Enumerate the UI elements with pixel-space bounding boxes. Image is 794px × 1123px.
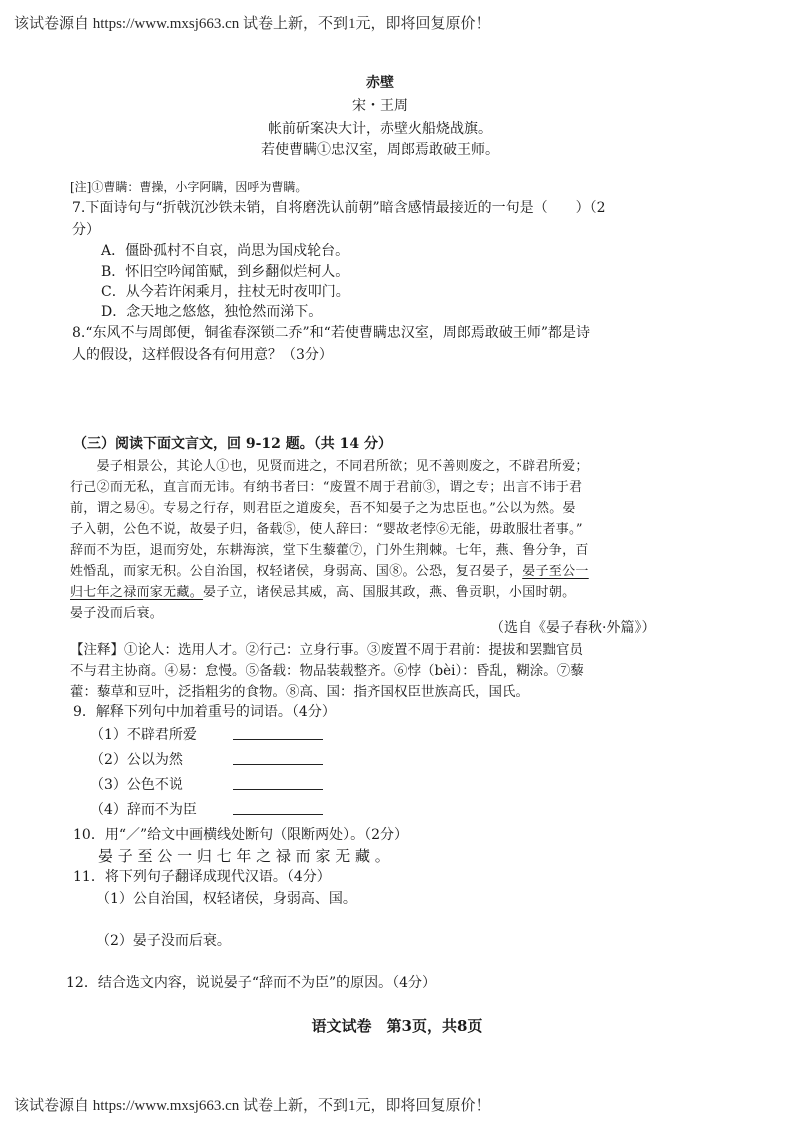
passage-line-7 (70, 581, 575, 600)
q7-stem-line1: 7.下面诗句与“折戟沉沙铁未销，自将磨洗认前朝”暗含感情最接近的一句是（ ）（2 (72, 200, 606, 216)
passage-line-1: 晏子相景公，其论人①也，见贤而进之，不同君所欲；见不善则废之，不辟君所爱； (70, 459, 589, 474)
q7-option-a: A．僵卧孤村不自哀，尚思为国戍轮台。 (101, 243, 350, 259)
section-3-heading: （三）阅读下面文言文，回 9-12 题。（共 14 分） (73, 436, 393, 452)
q9-item-3: （3）公色不说 (90, 777, 183, 793)
q7-option-c: C．从今若许闲乘月，拄杖无时夜叩门。 (101, 284, 350, 300)
q7-option-b: B．怀旧空吟闻笛赋，到乡翻似烂柯人。 (101, 264, 350, 280)
q12-stem: 12．结合选文内容，说说晏子“辞而不为臣”的原因。（4分） (66, 975, 437, 991)
passage-line-7-text: 晏子立，诸侯忌其威，高、国服其政，燕、鲁贡职，小国时朝。 (203, 585, 576, 600)
q9-answer-blank-2[interactable] (233, 752, 323, 765)
passage-line-8: 晏子没而后衰。 (70, 606, 164, 621)
q10-sentence: 晏 子 至 公 一 归 七 年 之 禄 而 家 无 藏 。 (98, 847, 390, 865)
q8-stem-line2: 人的假设，这样假设各有何用意？（3分） (72, 347, 333, 363)
q11-stem: 11．将下列句子翻译成现代汉语。（4分） (73, 869, 331, 885)
passage-line-6-text: 姓惛乱，而家无积。公自治国，权轻诸侯，身弱高、国⑧。公恐，复召晏子， (70, 564, 523, 579)
passage-line-6 (70, 560, 589, 579)
q9-answer-blank-4[interactable] (233, 802, 323, 815)
passage-line-5: 辞而不为臣，退而穷处，东耕海滨，堂下生藜藿⑦，门外生荆棘。七年，燕、鲁分争，百 (70, 543, 589, 558)
q9-answer-blank-3[interactable] (233, 777, 323, 790)
q9-stem: 9．解释下列句中加着重号的词语。（4分） (73, 704, 336, 720)
q8-stem-line1: 8.“东风不与周郎便，铜雀春深锁二乔”和“若使曹瞒忠汉室，周郎焉敢破王师”都是诗 (72, 325, 590, 341)
passage-line-3: 前，谓之易④。专易之行存，则君臣之道废矣，吾不知晏子之为忠臣也。”公以为然。晏 (70, 501, 576, 516)
notes-line-1: 【注释】①论人：选用人才。②行己：立身行事。③废置不周于君前：提拔和罢黜官员 (70, 642, 583, 658)
poem-line-2: 若使曹瞒①忠汉室，周郎焉敢破王师。 (261, 142, 499, 158)
q10-stem: 10．用“／”给文中画横线处断句（限断两处）。（2分） (73, 827, 409, 843)
passage-line-2: 行己②而无私，直言而无讳。有纳书者曰：“废置不周于君前③，谓之专；出言不讳于君 (70, 480, 583, 495)
q9-item-4: （4）辞而不为臣 (90, 802, 197, 818)
q9-item-1: （1）不辟君所爱 (90, 727, 197, 743)
notes-line-2: 不与君主协商。④易：怠慢。⑤备载：物品装载整齐。⑥悖（bèi）：昏乱，糊涂。⑦藜 (70, 663, 584, 679)
page-footer: 语文试卷 第3页，共8页 (311, 1017, 483, 1035)
q7-stem-line2: 分） (72, 222, 100, 238)
underlined-sentence-part2: 归七年之禄而家无藏。 (70, 585, 204, 600)
poem-line-1: 帐前斫案决大计，赤壁火船烧战旗。 (268, 121, 492, 137)
q7-option-d: D．念天地之悠悠，独怆然而涕下。 (101, 304, 323, 320)
q11-item-2: （2）晏子没而后衰。 (96, 933, 231, 949)
passage-source: （选自《晏子春秋·外篇》） (490, 620, 656, 636)
poem-author: 宋・王周 (352, 98, 408, 114)
poem-note: [注]①曹瞒：曹操，小字阿瞒，因呼为曹瞒。 (70, 180, 308, 194)
source-banner-bottom: 该试卷源自 https://www.mxsj663.cn 试卷上新，不到1元，即将回复原价！ (14, 1098, 491, 1114)
poem-title: 赤壁 (366, 75, 394, 91)
source-banner-top: 该试卷源自 https://www.mxsj663.cn 试卷上新，不到1元，即将回复原价！ (14, 16, 491, 32)
q9-item-2: （2）公以为然 (90, 752, 183, 768)
passage-line-4: 子入朝，公色不说，故晏子归，备载⑤，使人辞曰：“婴故老悖⑥无能，毋敢服壮者事。” (70, 522, 583, 537)
notes-line-3: 藿：藜草和豆叶，泛指粗劣的食物。⑧高、国：指齐国权臣世族高氏，国氏。 (70, 684, 529, 700)
underlined-sentence-part1: 晏子至公一 (522, 564, 589, 579)
q11-item-1: （1）公自治国，权轻诸侯，身弱高、国。 (96, 891, 357, 907)
q9-answer-blank-1[interactable] (233, 727, 323, 740)
